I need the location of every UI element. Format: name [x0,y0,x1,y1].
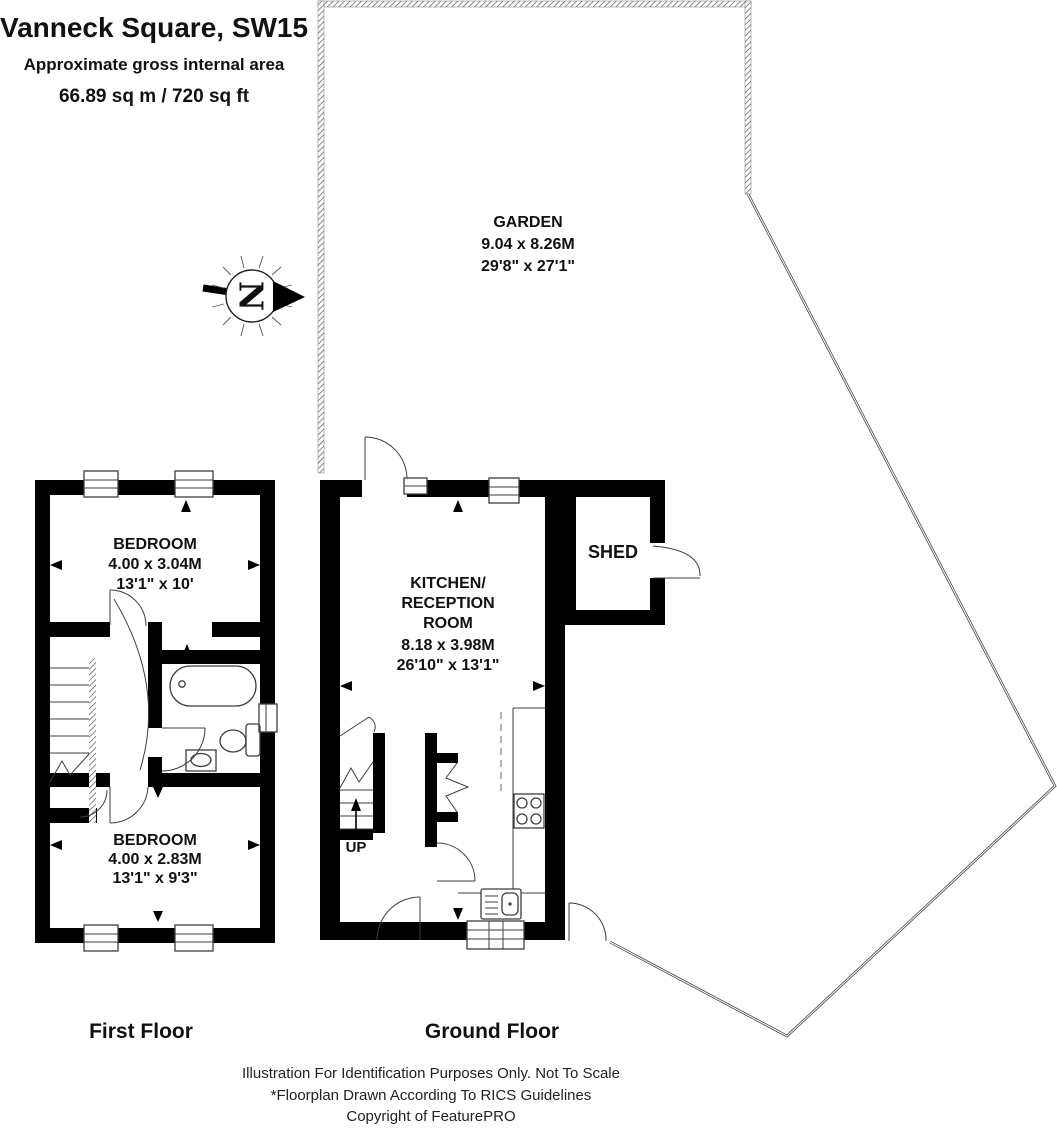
gf-wall-hall [425,733,437,847]
ff-wall-bathroom-bottom [148,773,260,787]
shed-structure [558,480,700,625]
gf-up-label: UP [345,839,367,856]
ff-bedroom-top-metric: 4.00 x 3.04M [108,556,202,573]
ground-floor-label: Ground Floor [424,1020,560,1043]
floor-labels [89,1020,559,1043]
north-compass [203,256,305,336]
footer-line-3: Copyright of FeaturePRO [346,1108,516,1125]
gf-interior [340,497,545,922]
north-letter: N [231,280,271,312]
ff-bedroom-bottom-metric: 4.00 x 2.83M [108,851,202,868]
gf-top-door-arc [365,437,407,479]
gf-cupboard-stub-top [437,753,458,763]
ff-wall-bedroom-bottom-right [212,622,260,637]
garden-gate-arc [569,903,606,941]
ff-bedroom-bottom-label: BEDROOM [113,832,197,849]
gf-kitchen-metric: 8.18 x 3.98M [401,637,495,654]
footer-line-1: Illustration For Identification Purposes Only. Not To Scale [242,1065,620,1082]
ff-window-bathroom [259,704,277,732]
shed-label: SHED [587,542,639,562]
page-subtitle: Approximate gross internal area [23,55,285,74]
ff-window-top-right [175,471,213,497]
title-block [0,12,308,107]
garden-size-imperial: 29'8" x 27'1" [481,258,575,275]
ff-bedroom-top-imperial: 13'1" x 10' [116,576,194,593]
gf-kitchen-label-3: ROOM [423,615,473,632]
gf-window-top-small [404,478,427,494]
ff-window-top-left [84,471,118,497]
ff-wall-hall-top [50,622,110,637]
gf-cupboard-stub-bottom [437,812,458,822]
gf-window-top [489,478,519,503]
ground-floor-plan [320,437,700,949]
page-area: 66.89 sq m / 720 sq ft [58,86,250,107]
ff-bedroom-top-label: BEDROOM [113,536,197,553]
ff-window-bottom-right [175,925,213,951]
footer-line-2: *Floorplan Drawn According To RICS Guidelines [270,1087,592,1104]
garden-boundary-line [610,194,1055,1036]
gf-front-door-gap [362,479,407,498]
ff-window-bottom-left [84,925,118,951]
garden-size-metric: 9.04 x 8.26M [481,236,575,253]
garden-fence-left [318,1,324,473]
gf-kitchen-label-2: RECEPTION [401,595,495,612]
footer [242,1065,620,1125]
gf-kitchen-imperial: 26'10" x 13'1" [396,657,500,674]
gf-kitchen-label-1: KITCHEN/ [410,575,486,592]
gf-wall-stairs [373,733,385,833]
garden-fence-right-upper [745,1,751,194]
ff-bedroom-bottom-imperial: 13'1" x 9'3" [112,870,198,887]
ff-stairs-rail [89,658,96,823]
garden-label: GARDEN [493,214,563,231]
kitchen-sink-icon [481,889,521,919]
garden-fence-top [318,1,751,7]
garden-boundary-line-inner [610,194,1055,1036]
ff-wall-landing-bottom [50,773,110,787]
first-floor-label: First Floor [89,1020,193,1043]
shed-door-gap [649,543,666,578]
page-title: Vanneck Square, SW15 [0,12,309,43]
ff-wall-bathroom-top [162,650,260,664]
first-floor-plan [35,471,277,951]
gf-window-bottom [467,921,524,949]
ff-wall-hall-vertical [148,622,162,728]
